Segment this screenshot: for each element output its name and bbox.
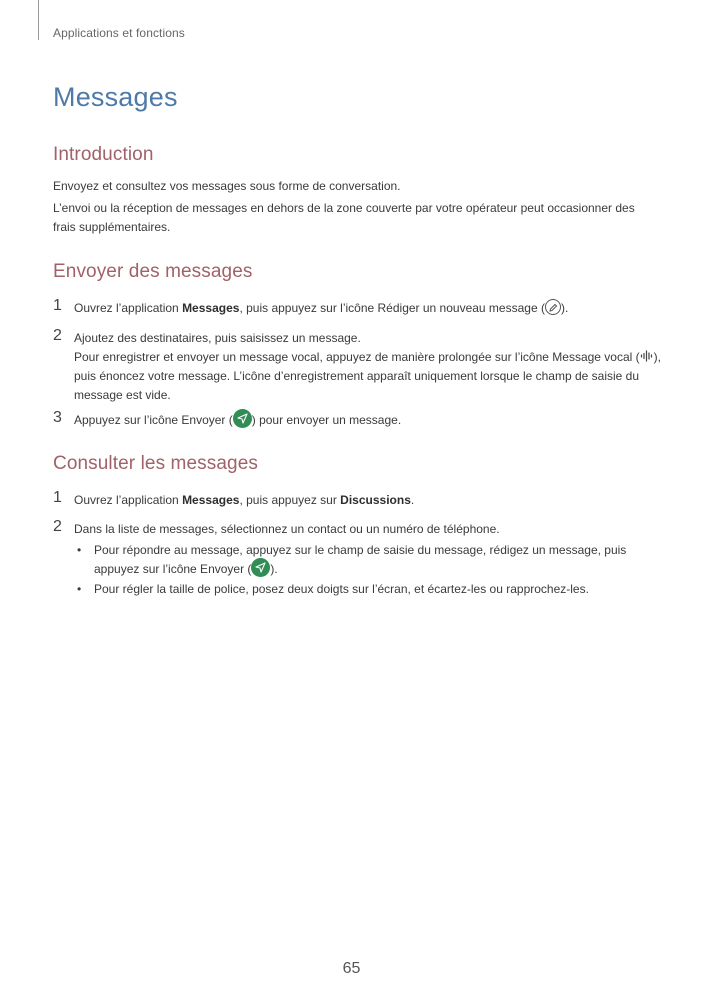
bullet-dot: •	[77, 543, 82, 557]
intro-paragraph-2: L’envoi ou la réception de messages en dehors de la zone couverte par votre opérateur peut occasionner des frais supplémentaires.	[53, 201, 635, 234]
section-header: Applications et fonctions	[53, 26, 185, 40]
step-number: 2	[53, 327, 62, 344]
page-title: Messages	[53, 82, 178, 112]
intro-paragraph-1: Envoyez et consultez vos messages sous forme de conversation.	[53, 179, 401, 193]
send-icon	[233, 409, 252, 428]
send-icon	[251, 558, 270, 577]
bullet-dot: •	[77, 582, 82, 596]
voice-message-icon	[640, 350, 654, 362]
step-number: 1	[53, 489, 62, 506]
tab-name: Discussions	[340, 493, 411, 507]
page-number: 65	[342, 960, 361, 977]
intro-heading: Introduction	[53, 144, 154, 165]
app-name: Messages	[182, 493, 240, 507]
header-rule	[38, 0, 39, 40]
send-step-2: 2 Ajoutez des destinataires, puis saisissez un message. Pour enregistrer et envoyer un message vocal, appuyez de manière prolongée sur l’icône Message vocal ( ), puis énoncez votre message. L’icône d’enregistrement apparaît uniquement lorsque le champ de saisie du message est vide.	[53, 327, 661, 402]
consult-bullet-2: • Pour régler la taille de police, posez deux doigts sur l’écran, et écartez-les ou rapprochez-les.	[74, 580, 664, 599]
consult-step-1: 1 Ouvrez l’application Messages, puis appuyez sur Discussions.	[53, 489, 415, 507]
consult-step-2: 2 Dans la liste de messages, sélectionnez un contact ou un numéro de téléphone.	[53, 518, 500, 536]
send-step-1: 1 Ouvrez l’application Messages, puis appuyez sur l’icône Rédiger un nouveau message ( ).	[53, 297, 569, 315]
send-step-3: 3 Appuyez sur l’icône Envoyer ( ) pour envoyer un message.	[53, 409, 402, 427]
send-heading: Envoyer des messages	[53, 261, 253, 282]
step-number: 1	[53, 297, 62, 314]
step-number: 3	[53, 409, 62, 426]
consult-heading: Consulter les messages	[53, 453, 258, 474]
compose-icon	[545, 299, 561, 315]
step-number: 2	[53, 518, 62, 535]
consult-bullet-1: • Pour répondre au message, appuyez sur le champ de saisie du message, rédigez un message, puis appuyez sur l’icône Envoyer ( ).	[77, 543, 627, 576]
app-name: Messages	[182, 301, 240, 315]
